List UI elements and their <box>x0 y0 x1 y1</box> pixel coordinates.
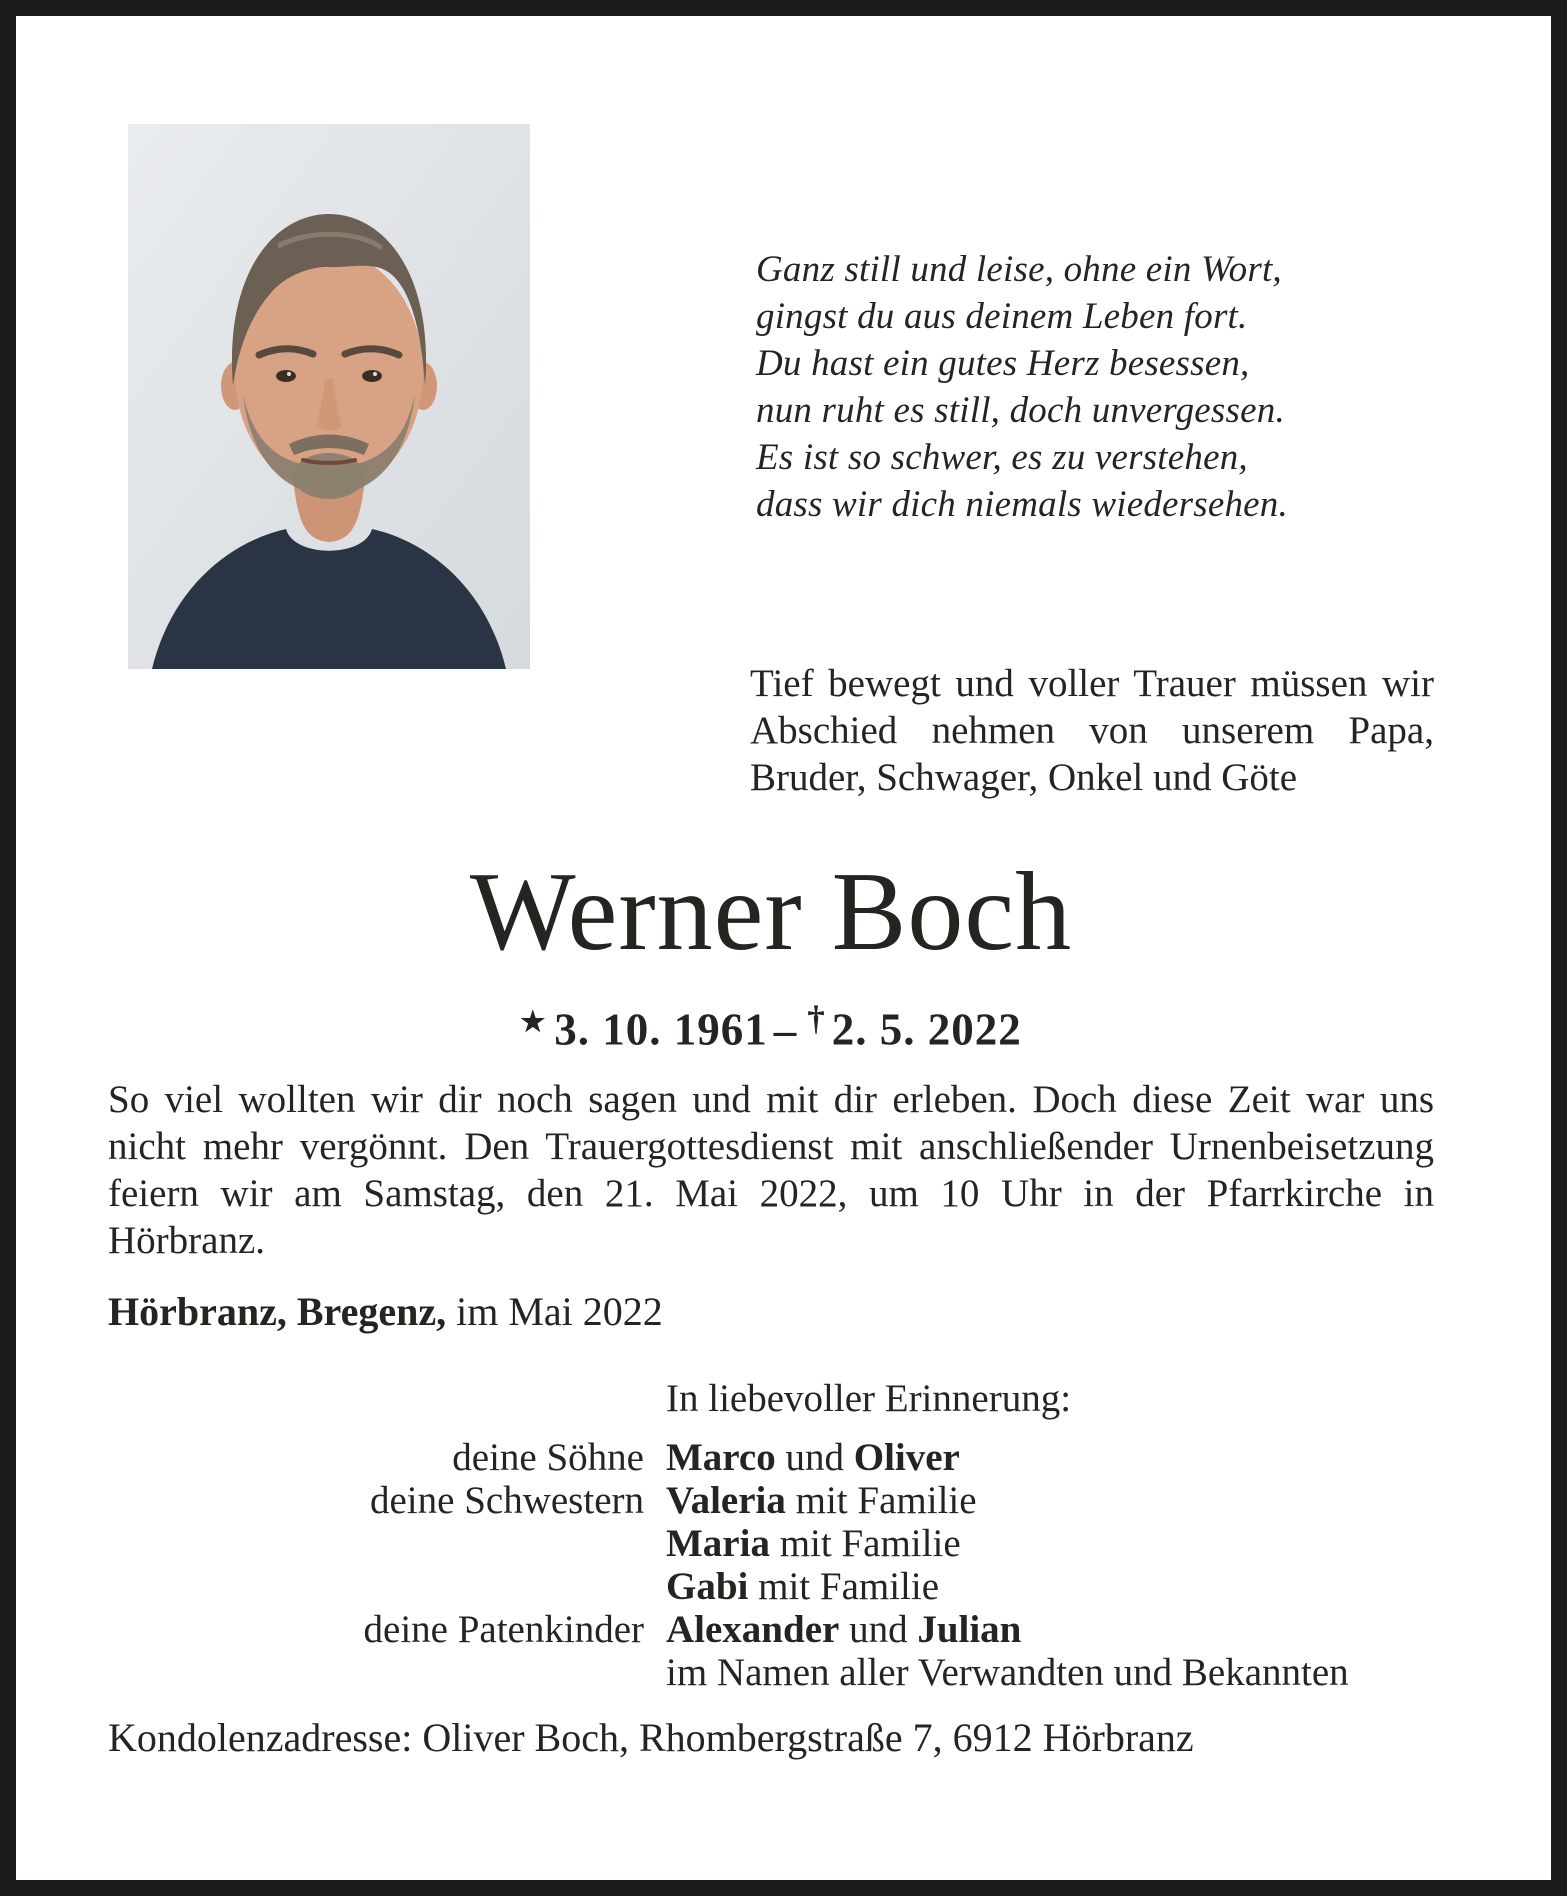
family-row-names <box>666 1436 1448 1479</box>
poem-line: dass wir dich niemals wiedersehen. <box>756 484 1288 525</box>
family-list <box>108 1436 1448 1694</box>
death-date: 2. 5. 2022 <box>831 1004 1022 1055</box>
family-name: Julian <box>917 1608 1022 1651</box>
family-row-names <box>666 1608 1448 1651</box>
family-name: Maria <box>666 1522 770 1565</box>
family-suffix-text: mit Familie <box>748 1565 940 1608</box>
family-name: Marco <box>666 1436 776 1479</box>
life-dates <box>108 994 1434 1055</box>
family-row-names <box>666 1479 1448 1522</box>
poem-line: Es ist so schwer, es zu verstehen, <box>756 437 1248 478</box>
family-suffix-text: im Namen aller Verwandten und Bekannten <box>666 1651 1349 1694</box>
intro-paragraph: Tief bewegt und voller Trauer müssen wir Abschied nehmen von unserem Papa, Bruder, Schwager, Onkel und Göte <box>750 662 1434 799</box>
funeral-announcement: So viel wollten wir dir noch sagen und mit dir erleben. Doch diese Zeit war uns nicht mehr vergönnt. Den Trauergottesdienst mit anschließender Urnenbeisetzung feiern wir am Samstag, den 21. Mai 2022, um 10 Uhr in der Pfarrkirche in Hörbranz. <box>108 1078 1434 1262</box>
place-names: Hörbranz, Bregenz, <box>108 1289 447 1334</box>
family-row-label <box>108 1565 644 1608</box>
death-dagger-icon: † <box>807 999 826 1038</box>
poem-line: Du hast ein gutes Herz besessen, <box>756 343 1250 384</box>
family-suffix-text: mit Familie <box>769 1522 961 1565</box>
family-row-label: deine Söhne <box>452 1436 644 1479</box>
family-row-label <box>108 1651 644 1694</box>
poem-line: gingst du aus deinem Leben fort. <box>756 296 1248 337</box>
family-row-label: deine Schwestern <box>370 1479 644 1522</box>
place-date-line <box>108 1288 1434 1335</box>
family-row-label: deine Patenkinder <box>363 1608 644 1651</box>
portrait-illustration <box>128 124 530 669</box>
family-name: Valeria <box>666 1479 786 1522</box>
remembrance-heading: In liebevoller Erinnerung: <box>666 1377 1072 1420</box>
birth-date: 3. 10. 1961 <box>554 1004 768 1055</box>
family-mid-text: und <box>775 1436 854 1479</box>
family-name: Oliver <box>853 1436 960 1479</box>
deceased-name: Werner Boch <box>469 850 1073 974</box>
birth-star-icon: ★ <box>520 1006 547 1038</box>
family-name: Alexander <box>666 1608 840 1651</box>
condolence-address: Kondolenzadresse: Oliver Boch, Rhombergstraße 7, 6912 Hörbranz <box>108 1715 1194 1760</box>
family-row-names <box>666 1522 1448 1565</box>
poem-line: nun ruht es still, doch unvergessen. <box>756 390 1285 431</box>
month-year: im Mai 2022 <box>446 1289 663 1334</box>
family-row-names <box>666 1565 1448 1608</box>
portrait-photo <box>128 124 530 669</box>
date-separator: – <box>773 1004 798 1055</box>
family-mid-text: und <box>839 1608 918 1651</box>
family-row-label <box>108 1522 644 1565</box>
memorial-poem <box>756 246 1336 528</box>
poem-line: Ganz still und leise, ohne ein Wort, <box>756 249 1282 290</box>
family-suffix-text: mit Familie <box>785 1479 977 1522</box>
family-row-names <box>666 1651 1448 1694</box>
family-name: Gabi <box>666 1565 749 1608</box>
